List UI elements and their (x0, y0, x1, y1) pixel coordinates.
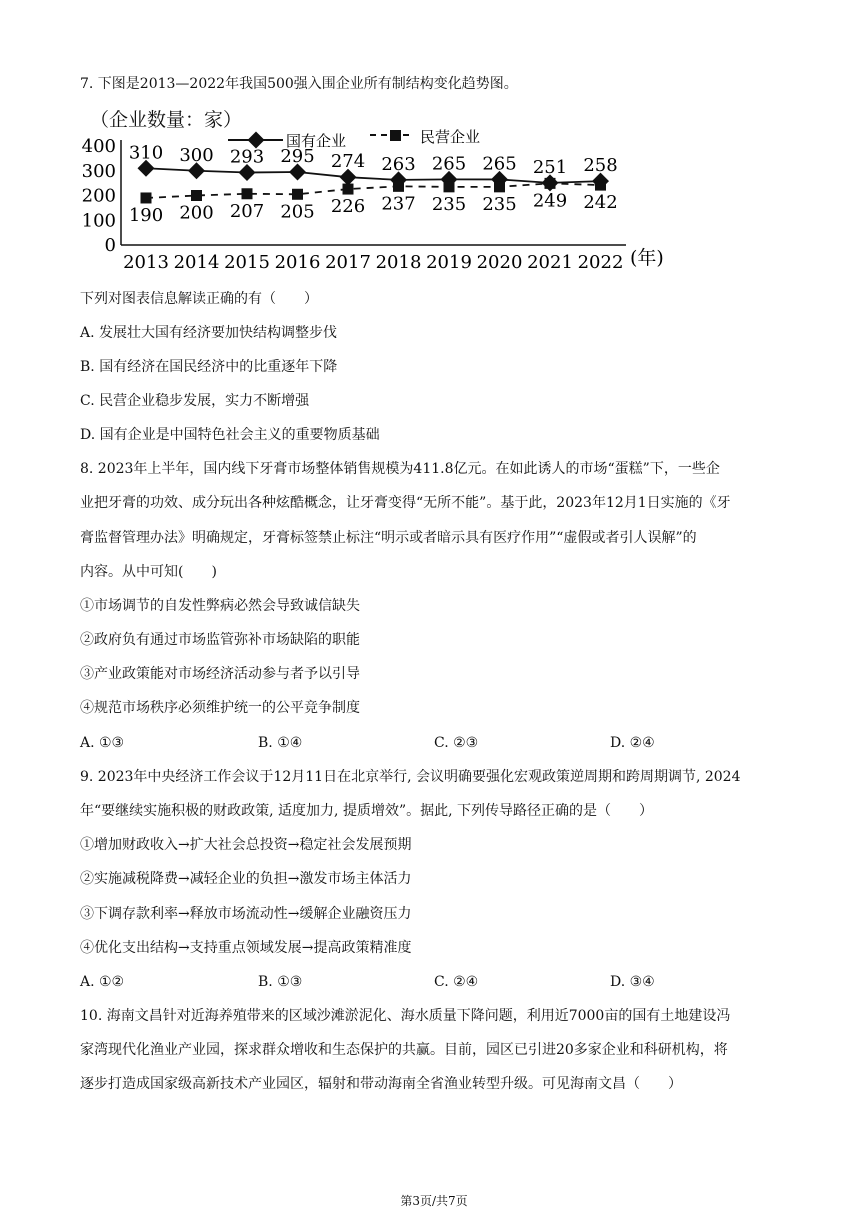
data-label-state: 265 (431, 153, 467, 175)
y-tick-label: 0 (104, 235, 116, 256)
x-tick-label: 2022 (577, 252, 624, 272)
data-label-private: 207 (229, 200, 265, 222)
data-label-private: 205 (280, 201, 315, 223)
data-label-state: 300 (179, 144, 214, 166)
q8-item: ③产业政策能对市场经济活动参与者予以引导 (80, 666, 360, 682)
x-tick-label: 2020 (476, 252, 523, 272)
y-tick-label: 100 (81, 210, 116, 232)
data-label-private: 237 (381, 193, 416, 215)
chart-xlabel: (年) (630, 247, 664, 269)
x-tick-label: 2015 (224, 252, 270, 272)
data-label-state: 293 (229, 146, 265, 168)
point-private-2018 (393, 181, 404, 192)
point-private-2016 (292, 189, 303, 200)
point-private-2017 (343, 184, 354, 195)
legend-label-state: 国有企业 (286, 132, 347, 150)
data-label-state: 251 (532, 156, 568, 178)
point-private-2022 (595, 180, 606, 191)
q8-item: ②政府负有通过市场监管弥补市场缺陷的职能 (80, 632, 360, 648)
y-tick-label: 300 (81, 160, 116, 182)
data-label-private: 200 (179, 202, 214, 224)
data-label-state: 295 (280, 145, 315, 167)
q9-item: ②实施减税降费→减轻企业的负担→激发市场主体活力 (80, 871, 412, 887)
chart-ylabel: （企业数量：家） (90, 109, 243, 131)
q8-stem-line: 膏监督管理办法》明确规定，牙膏标签禁止标注“明示或者暗示具有医疗作用”“虚假或者引人误解”的 (80, 530, 697, 546)
q10-stem-line: 10. 海南文昌针对近海养殖带来的区域沙滩淤泥化、海水质量下降问题，利用近7000亩的国有土地建设冯 (80, 1008, 731, 1024)
q7-option-b[interactable]: B. 国有经济在国民经济中的比重逐年下降 (80, 359, 338, 375)
q7-stem: 7. 下图是2013—2022年我国500强入围企业所有制结构变化趋势图。 (80, 76, 518, 92)
q8-stem-line: 业把牙膏的功效、成分玩出各种炫酷概念，让牙膏变得“无所不能”。基于此，2023年12月1日实施的《牙 (80, 495, 731, 511)
point-private-2014 (191, 190, 202, 201)
legend-square-icon (390, 130, 401, 141)
q9-choice-a[interactable]: A. ①② (80, 974, 125, 990)
x-tick-label: 2019 (426, 252, 472, 272)
y-tick-label: 200 (81, 185, 116, 207)
q7-ask: 下列对图表信息解读正确的有（ ） (80, 291, 318, 307)
point-private-2020 (494, 181, 505, 192)
legend-label-private: 民营企业 (420, 128, 481, 146)
data-label-state: 258 (583, 155, 618, 177)
q8-choice-a[interactable]: A. ①③ (80, 735, 125, 751)
q7-option-d[interactable]: D. 国有企业是中国特色社会主义的重要物质基础 (80, 427, 380, 443)
x-tick-label: 2016 (274, 252, 321, 272)
point-private-2015 (242, 188, 253, 199)
q9-item: ③下调存款利率→释放市场流动性→缓解企业融资压力 (80, 906, 412, 922)
q7-option-c[interactable]: C. 民营企业稳步发展，实力不断增强 (80, 393, 310, 409)
q9-stem-line: 年“要继续实施积极的财政政策, 适度加力, 提质增效”。据此, 下列传导路径正确的是（ ） (80, 803, 654, 819)
q9-item: ④优化支出结构→支持重点领域发展→提高政策精准度 (80, 940, 412, 956)
y-tick-label: 400 (81, 136, 116, 157)
y-tick-labels (82, 136, 116, 256)
q9-choice-d[interactable]: D. ③④ (610, 974, 655, 990)
q9-stem-line: 9. 2023年中央经济工作会议于12月11日在北京举行, 会议明确要强化宏观政策逆周期和跨周期调节, 2024 (80, 769, 741, 785)
point-private-2013 (141, 192, 152, 203)
q9-choice-b[interactable]: B. ①③ (258, 974, 303, 990)
point-private-2019 (444, 181, 455, 192)
data-label-private: 235 (431, 193, 467, 215)
q8-choice-c[interactable]: C. ②③ (434, 735, 479, 751)
x-tick-label: 2013 (123, 252, 169, 272)
q9-item: ①增加财政收入→扩大社会总投资→稳定社会发展预期 (80, 837, 412, 853)
data-label-private: 226 (330, 196, 366, 218)
q9-choice-c[interactable]: C. ②④ (434, 974, 479, 990)
data-label-state: 265 (482, 153, 517, 175)
legend (228, 128, 480, 150)
x-tick-label: 2021 (527, 252, 573, 272)
q8-stem-line: 内容。从中可知( ) (80, 564, 217, 580)
x-tick-label: 2017 (325, 252, 371, 272)
point-private-2021 (545, 178, 556, 189)
q8-choice-b[interactable]: B. ①④ (258, 735, 303, 751)
q8-item: ①市场调节的自发性弊病必然会导致诚信缺失 (80, 598, 360, 614)
x-tick-label: 2014 (173, 252, 220, 272)
q8-stem-line: 8. 2023年上半年，国内线下牙膏市场整体销售规模为411.8亿元。在如此诱人的市场“蛋糕”下，一些企 (80, 461, 720, 477)
data-label-state: 263 (381, 153, 416, 175)
q8-choice-d[interactable]: D. ②④ (610, 735, 655, 751)
ownership-trend-chart (78, 102, 678, 272)
data-label-private: 235 (482, 193, 517, 215)
data-label-state: 274 (330, 151, 366, 173)
data-label-private: 249 (532, 190, 568, 212)
data-label-private: 242 (583, 192, 618, 214)
q10-stem-line: 逐步打造成国家级高新技术产业园区，辐射和带动海南全省渔业转型升级。可见海南文昌（ ） (80, 1076, 682, 1092)
data-label-state: 310 (128, 142, 164, 164)
data-label-private: 190 (128, 204, 164, 226)
q7-option-a[interactable]: A. 发展壮大国有经济要加快结构调整步伐 (80, 325, 338, 341)
x-tick-label: 2018 (375, 252, 422, 272)
q8-item: ④规范市场秩序必须维护统一的公平竞争制度 (80, 700, 360, 716)
q10-stem-line: 家湾现代化渔业产业园，探求群众增收和生态保护的共赢。目前，园区已引进20多家企业和科研机构，将 (80, 1042, 728, 1058)
page-number: 第3页/共7页 (400, 1194, 468, 1208)
